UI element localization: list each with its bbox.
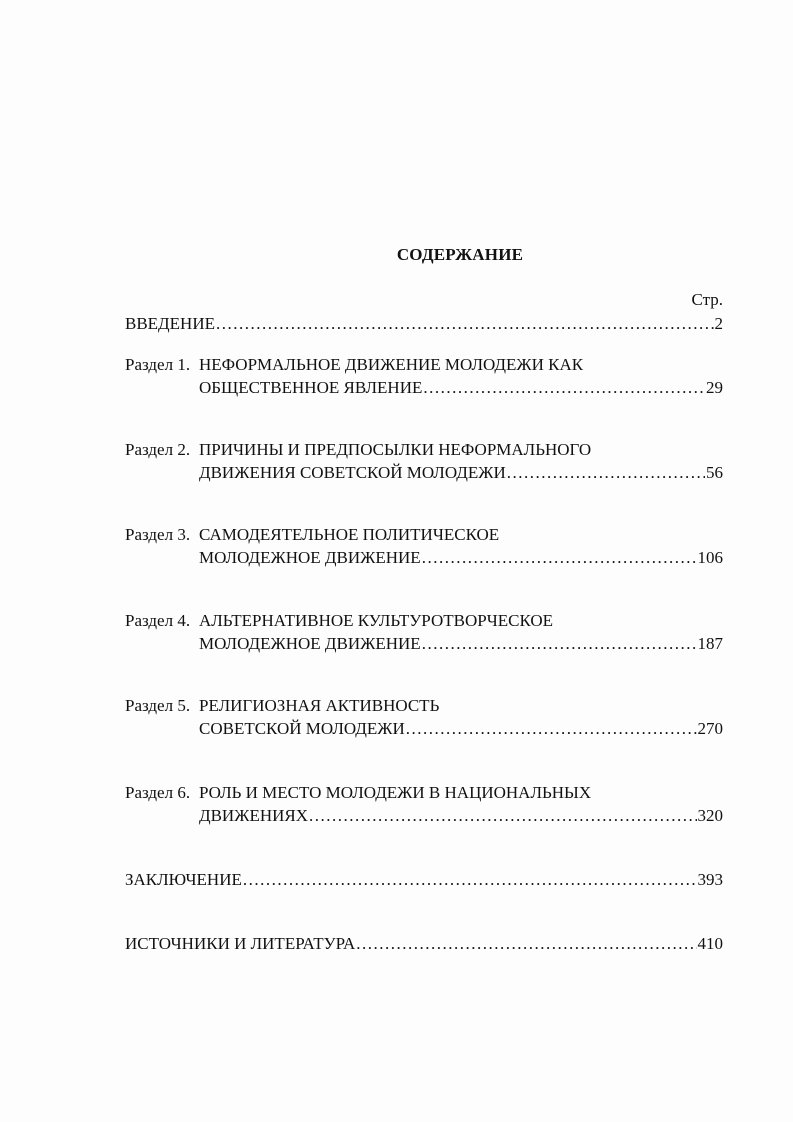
toc-line <box>125 438 723 461</box>
toc-entry-title-continued: ОБЩЕСТВЕННОЕ ЯВЛЕНИЕ <box>199 378 423 397</box>
dot-leader <box>422 546 697 569</box>
toc-entry-title: ЗАКЛЮЧЕНИЕ <box>125 870 242 889</box>
toc-entry-title-continued: ДВИЖЕНИЯ СОВЕТСКОЙ МОЛОДЕЖИ <box>199 463 506 482</box>
toc-entry-section-1[interactable] <box>125 353 723 399</box>
toc-entry-section-2[interactable] <box>125 438 723 484</box>
toc-page-number: 270 <box>697 719 723 738</box>
toc-line <box>125 932 723 955</box>
dot-leader <box>422 632 697 655</box>
toc-entry-title: ПРИЧИНЫ И ПРЕДПОСЫЛКИ НЕФОРМАЛЬНОГО <box>199 440 592 459</box>
toc-page-number: 106 <box>697 548 723 567</box>
toc-entry-title: РОЛЬ И МЕСТО МОЛОДЕЖИ В НАЦИОНАЛЬНЫХ <box>199 783 592 802</box>
toc-entry-introduction[interactable] <box>125 312 723 335</box>
section-prefix: Раздел 6. <box>125 783 191 802</box>
dot-leader <box>356 932 696 955</box>
toc-entry-title: ИСТОЧНИКИ И ЛИТЕРАТУРА <box>125 934 356 953</box>
toc-entry-sources[interactable] <box>125 932 723 955</box>
toc-line <box>125 461 723 484</box>
toc-entry-section-6[interactable] <box>125 781 723 827</box>
toc-line <box>125 781 723 804</box>
toc-entry-section-5[interactable] <box>125 694 723 740</box>
toc-line <box>125 376 723 399</box>
toc-line <box>125 804 723 827</box>
toc-page-number: 2 <box>714 314 723 333</box>
toc-line <box>125 546 723 569</box>
section-prefix: Раздел 4. <box>125 611 191 630</box>
dot-leader <box>243 868 697 891</box>
toc-entry-section-3[interactable] <box>125 523 723 569</box>
dot-leader <box>406 717 697 740</box>
toc-entry-title: РЕЛИГИОЗНАЯ АКТИВНОСТЬ <box>199 696 440 715</box>
section-prefix: Раздел 2. <box>125 440 191 459</box>
contents-title: СОДЕРЖАНИЕ <box>396 245 524 264</box>
toc-line <box>125 523 723 546</box>
toc-line <box>125 353 723 376</box>
toc-page-number: 410 <box>697 934 723 953</box>
toc-page-number: 29 <box>706 378 723 397</box>
page-column-label: Стр. <box>691 290 723 309</box>
toc-entry-title-continued: СОВЕТСКОЙ МОЛОДЕЖИ <box>199 719 405 738</box>
toc-line <box>125 609 723 632</box>
toc-entry-title: НЕФОРМАЛЬНОЕ ДВИЖЕНИЕ МОЛОДЕЖИ КАК <box>199 355 584 374</box>
section-prefix: Раздел 1. <box>125 355 191 374</box>
toc-page-number: 187 <box>697 634 723 653</box>
dot-leader <box>309 804 697 827</box>
toc-entry-title: ВВЕДЕНИЕ <box>125 314 215 333</box>
section-prefix: Раздел 5. <box>125 696 191 715</box>
toc-line <box>125 868 723 891</box>
toc-entry-title-continued: ДВИЖЕНИЯХ <box>199 806 308 825</box>
dot-leader <box>216 312 714 335</box>
dot-leader <box>507 461 705 484</box>
toc-entry-conclusion[interactable] <box>125 868 723 891</box>
toc-entry-title-continued: МОЛОДЕЖНОЕ ДВИЖЕНИЕ <box>199 634 421 653</box>
toc-entry-title: САМОДЕЯТЕЛЬНОЕ ПОЛИТИЧЕСКОЕ <box>199 525 500 544</box>
dot-leader <box>423 376 705 399</box>
toc-line <box>125 694 723 717</box>
toc-page-number: 56 <box>706 463 723 482</box>
toc-page-number: 393 <box>697 870 723 889</box>
toc-line <box>125 632 723 655</box>
toc-entry-title-continued: МОЛОДЕЖНОЕ ДВИЖЕНИЕ <box>199 548 421 567</box>
section-prefix: Раздел 3. <box>125 525 191 544</box>
toc-line <box>125 717 723 740</box>
toc-page-number: 320 <box>697 806 723 825</box>
toc-line <box>125 312 723 335</box>
toc-entry-title: АЛЬТЕРНАТИВНОЕ КУЛЬТУРОТВОРЧЕСКОЕ <box>199 611 554 630</box>
toc-entry-section-4[interactable] <box>125 609 723 655</box>
